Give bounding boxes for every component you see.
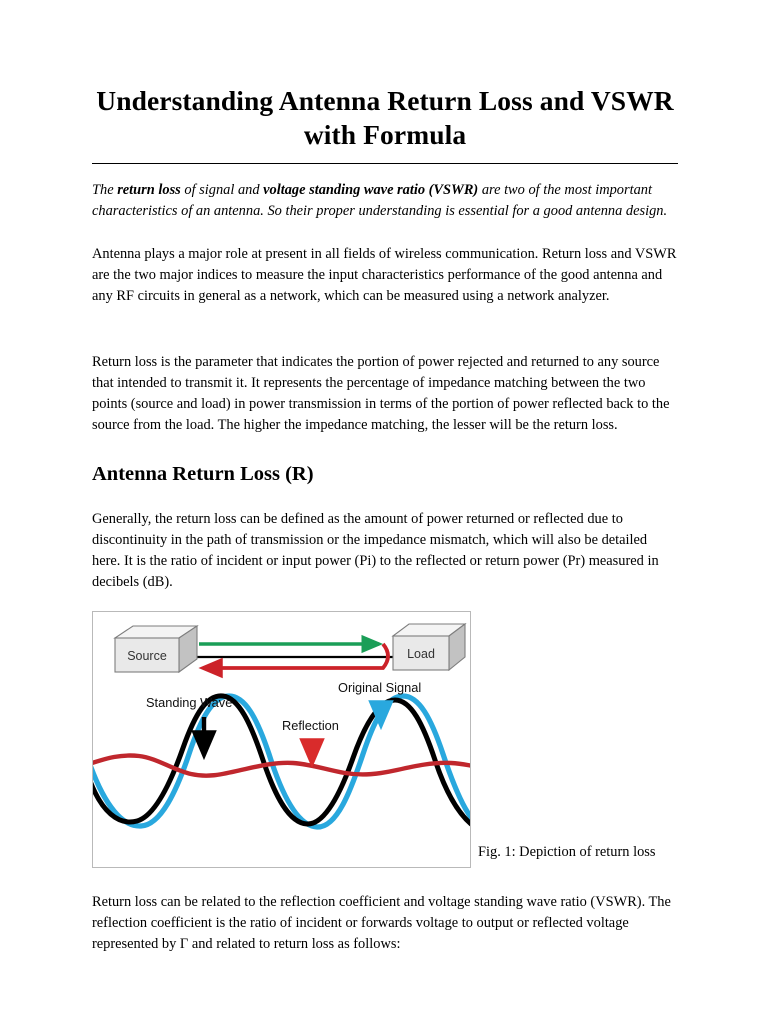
source-box-label: Source: [127, 648, 167, 663]
reflection-wave: [93, 755, 470, 775]
document-body: [92, 0, 678, 955]
figure-1-caption: Fig. 1: Depiction of return loss: [478, 843, 656, 860]
load-box: [393, 624, 465, 670]
paragraph-generally: Generally, the return loss can be defined as the amount of power returned or reflected due to discontinuity in the path of transmission or the impedance mismatch, which will also be detailed here. It is the ratio of incident or input power (Pi) to the reflected or return power (Pr) measured in decibels (dB).: [92, 510, 659, 590]
source-box: [115, 626, 197, 672]
intro-bold-return-loss: return loss: [117, 181, 181, 198]
paragraph-antenna-role: Antenna plays a major role at present in all fields of wireless communication. Return loss and VSWR are the two major indices to measure the input characteristics performance of the good antenna and any RF circuits in general as a network, which can be measured using a network analyzer.: [92, 245, 677, 304]
intro-paragraph: [92, 180, 678, 222]
figure-1: [92, 611, 678, 870]
return-loss-illustration: [93, 612, 470, 867]
load-box-label: Load: [407, 646, 435, 661]
figure-1-image: [92, 611, 471, 868]
paragraph-reflection-coefficient: Return loss can be related to the reflection coefficient and voltage standing wave ratio (VSWR). The reflection coefficient is the ratio of incident or forwards voltage to output or reflected voltage represented by Γ and related to return loss as follows:: [92, 893, 671, 952]
reflection-label: Reflection: [282, 717, 339, 733]
intro-seg-2: of signal and: [180, 181, 264, 198]
intro-seg-1: The: [92, 181, 118, 198]
intro-bold-vswr: voltage standing wave ratio (VSWR): [263, 181, 479, 198]
page-title: Understanding Antenna Return Loss and VSWR with Formula: [96, 85, 674, 150]
intro-seg-3: are two of the most important characteristics of an antenna. So their proper understanding is essential for a good antenna design.: [92, 181, 668, 219]
standing-wave-label: Standing Wave: [146, 694, 233, 710]
original-signal-label: Original Signal: [338, 679, 422, 695]
section-heading-antenna-return-loss: Antenna Return Loss (R): [92, 462, 314, 485]
paragraph-return-loss-definition: Return loss is the parameter that indicates the portion of power rejected and returned to any source that intended to transmit it. It represents the percentage of impedance matching between the two points (source and load) in power transmission in terms of the portion of power reflected back to the source from the load. The higher the impedance matching, the lesser will be the return loss.: [92, 353, 670, 433]
title-divider: [92, 163, 678, 164]
